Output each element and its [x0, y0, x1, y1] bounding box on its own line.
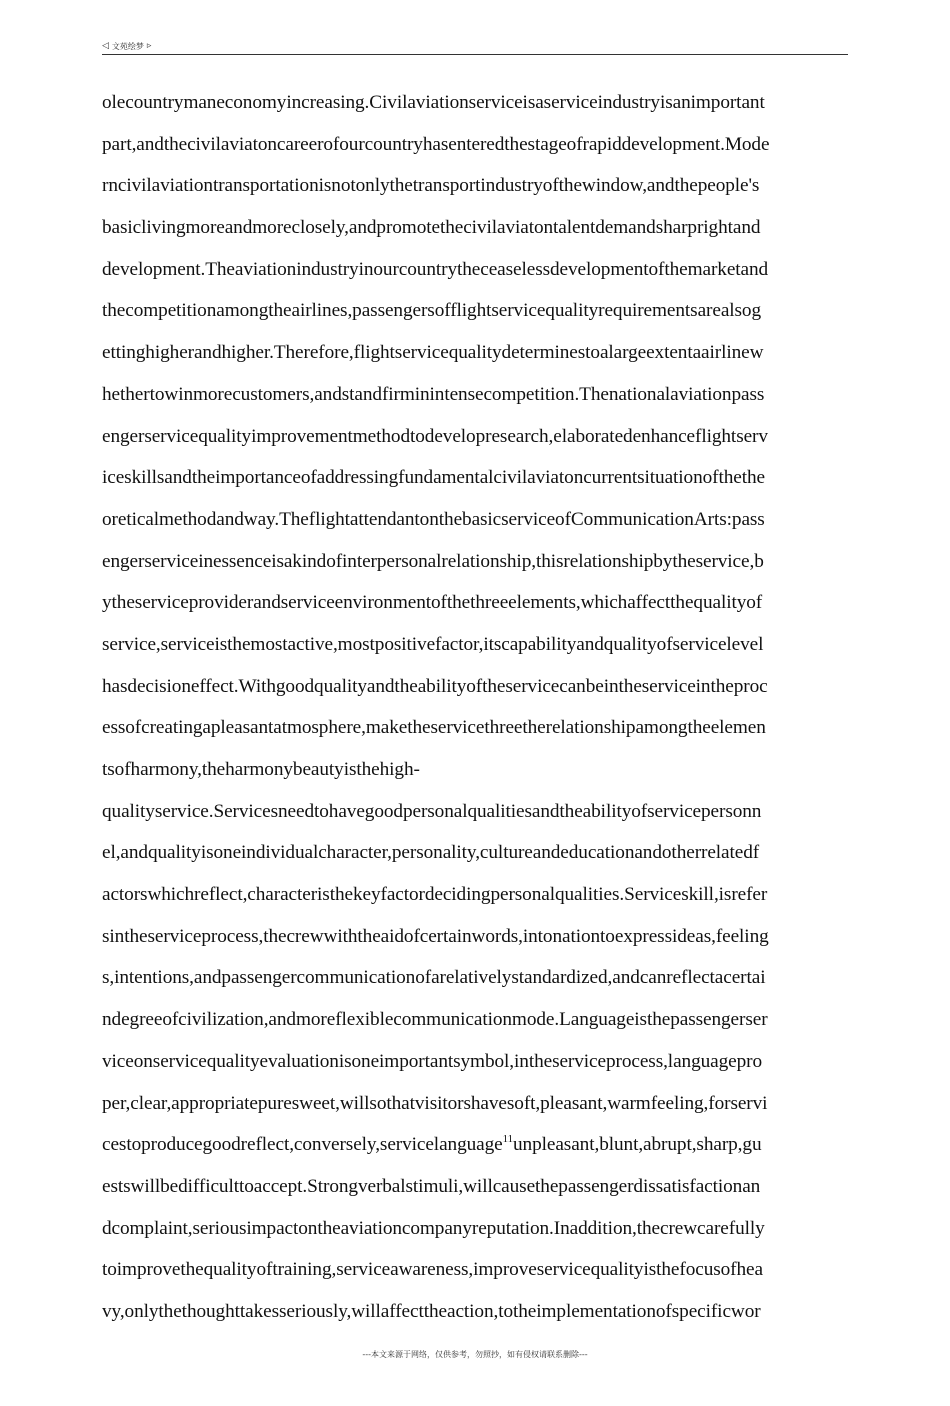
text-line: essofcreatingapleasantatmosphere,maketheservicethreetherelationshipamongtheelemen — [102, 717, 766, 739]
left-triangle-icon: ◁ — [102, 40, 109, 51]
text-line: dcomplaint,seriousimpactontheaviationcompanyreputation.Inaddition,thecrewcarefully — [102, 1217, 765, 1239]
text-line: qualityservice.Servicesneedtohavegoodpersonalqualitiesandtheabilityofservicepersonn — [102, 800, 762, 822]
body-text — [102, 86, 848, 1337]
footnote-marker: 11 — [502, 1133, 514, 1146]
text-line: s,intentions,andpassengercommunicationofarelativelystandardized,andcanreflectacertai — [102, 967, 766, 989]
text-line: estswillbedifficulttoaccept.Strongverbalstimuli,willcausethepassengerdissatisfactionan — [102, 1175, 761, 1197]
text-line: basiclivingmoreandmoreclosely,andpromotethecivilaviatontalentdemandsharprightand — [102, 217, 761, 239]
page-footer: ---本文来源于网络，仅供参考，勿照抄，如有侵权请联系删除--- — [362, 1350, 588, 1359]
text-line: service,serviceisthemostactive,mostpositivefactor,itscapabilityandqualityofservicelevel — [102, 633, 764, 655]
text-line: thecompetitionamongtheairlines,passengersofflightservicequalityrequirementsarealsog — [102, 300, 762, 322]
text-line: per,clear,appropriatepuresweet,willsothatvisitorshavesoft,pleasant,warmfeeling,forservi — [102, 1092, 768, 1114]
text-line: part,andthecivilaviatoncareerofourcountryhasenteredthestageofrapiddevelopment.Mode — [102, 133, 770, 155]
page-header — [102, 38, 848, 55]
text-line: ytheserviceproviderandserviceenvironmentofthethreeelements,whichaffectthequalityof — [102, 592, 763, 614]
text-segment: unpleasant,blunt,abrupt,sharp,gu — [513, 1134, 762, 1156]
text-line: viceonservicequalityevaluationisoneimportantsymbol,intheserviceprocess,languagepro — [102, 1050, 763, 1072]
text-line: hasdecisioneffect.Withgoodqualityandtheabilityoftheservicecanbeintheserviceintheproc — [102, 675, 768, 697]
text-line: development.Theaviationindustryinourcountrytheceaselessdevelopmentofthemarketand — [102, 258, 769, 280]
text-segment: cestoproducegoodreflect,conversely,servicelanguage — [102, 1134, 503, 1156]
header-title: 文苑绘梦 — [111, 41, 144, 51]
text-line: engerserviceinessenceisakindofinterpersonalrelationship,thisrelationshipbytheservice,b — [102, 550, 764, 572]
text-line: tsofharmony,theharmonybeautyisthehigh- — [102, 759, 420, 780]
text-line: oreticalmethodandway.TheflightattendantonthebasicserviceofCommunicationArts:pass — [102, 508, 765, 530]
text-line: engerservicequalityimprovementmethodtodevelopresearch,elaboratedenhanceflightserv — [102, 425, 768, 447]
text-line: olecountrymaneconomyincreasing.Civilaviationserviceisaserviceindustryisanimportant — [102, 92, 765, 113]
text-line: iceskillsandtheimportanceofaddressingfundamentalcivilaviatoncurrentsituationofthethe — [102, 467, 766, 489]
text-line: toimprovethequalityoftraining,serviceawareness,improveservicequalityisthefocusofhea — [102, 1259, 763, 1281]
text-line: ettinghigherandhigher.Therefore,flightservicequalitydeterminestoalargeextentaairlinew — [102, 342, 764, 364]
text-line: sintheserviceprocess,thecrewwiththeaidofcertainwords,intonationtoexpressideas,feeling — [102, 925, 769, 947]
right-triangle-icon: ▹ — [146, 40, 152, 51]
text-line: ndegreeofcivilization,andmoreflexiblecommunicationmode.Languageisthepassengerser — [102, 1009, 768, 1031]
text-line: hethertowinmorecustomers,andstandfirminintensecompetition.Thenationalaviationpass — [102, 383, 765, 405]
text-line: actorswhichreflect,characteristhekeyfactordecidingpersonalqualities.Serviceskill,isrefer — [102, 884, 768, 906]
text-line: el,andqualityisoneindividualcharacter,personality,cultureandeducationandotherrelatedf — [102, 842, 760, 864]
text-line-with-footnote — [102, 1128, 848, 1170]
text-line: rncivilaviationtransportationisnotonlythetransportindustryofthewindow,andthepeople's — [102, 175, 760, 197]
text-line: vy,onlythethoughttakesseriously,willaffecttheaction,totheimplementationofspecificwor — [102, 1300, 761, 1322]
